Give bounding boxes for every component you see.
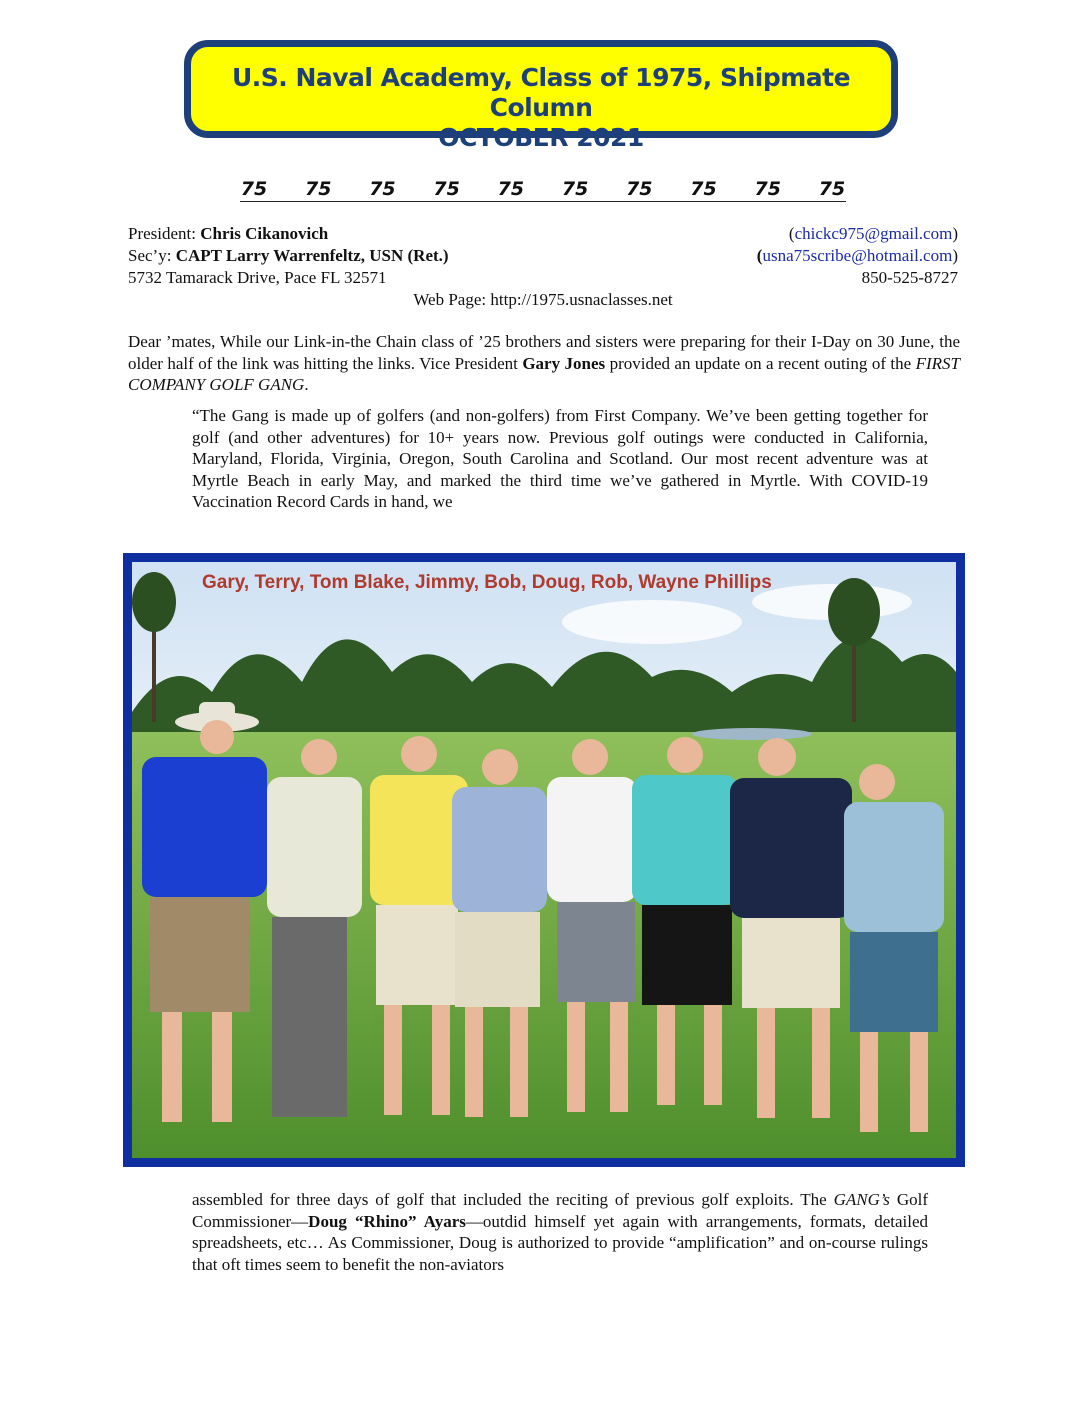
- secretary-email-link[interactable]: usna75scribe@hotmail.com: [762, 246, 953, 265]
- gang-name: FIRST COMPANY GOLF GANG: [128, 353, 960, 394]
- president-email-link[interactable]: chickc975@gmail.com: [794, 224, 953, 243]
- secretary-name: CAPT Larry Warrenfeltz, USN (Ret.): [175, 246, 449, 265]
- class-number: 75: [497, 178, 525, 200]
- class-number: 75: [818, 178, 846, 200]
- class-number: 75: [240, 178, 268, 200]
- class-number-row: [240, 178, 846, 202]
- mailing-address: 5732 Tamarack Drive, Pace FL 32571: [128, 268, 387, 287]
- class-number: 75: [304, 178, 332, 200]
- class-number: 75: [369, 178, 396, 200]
- column-date: OCTOBER 2021: [438, 123, 644, 152]
- golf-course-photo: [132, 562, 956, 1158]
- president-name: Chris Cikanovich: [200, 224, 329, 243]
- class-number: 75: [754, 178, 781, 200]
- intro-paragraph: Dear ’mates, While our Link-in-the Chain class of ’25 brothers and sisters were preparing for their I-Day on 30 June, the older half of the link was hitting the links. Vice President Gary Jones provided an update on a recent outing of the FIRST COMPANY GOLF GANG.: [128, 332, 960, 394]
- web-page-link[interactable]: Web Page: http://1975.usnaclasses.net: [413, 290, 673, 309]
- commissioner-name: Doug “Rhino” Ayars: [308, 1211, 466, 1231]
- group-photo: [123, 553, 965, 1167]
- title-banner: [184, 40, 898, 152]
- quote-paragraph-1: “The Gang is made up of golfers (and non-golfers) from First Company. We’ve been getting together for golf (and other adventures) for 10+ years now. Previous golf outings were conducted in California, Maryland, Florida, Virginia, Oregon, South Carolina and Scotland. Our most recent adventure was at Myrtle Beach in early May, and marked the third time we’ve gathered in Myrtle. With COVID-19 Vaccination Record Cards in hand, we: [192, 406, 928, 511]
- class-number: 75: [433, 178, 460, 200]
- quote-paragraph-2: assembled for three days of golf that included the reciting of previous golf exploits. The GANG’s Golf Commissioner—Doug “Rhino” Ayars—outdid himself yet again with arrangements, formats, detailed spreadsheets, etc… As Commissioner, Doug is authorized to provide “amplification” and on-course rulings that oft times seem to benefit the non-aviators: [192, 1190, 929, 1274]
- column-title: U.S. Naval Academy, Class of 1975, Shipmate Column: [231, 63, 851, 122]
- class-number: 75: [626, 178, 653, 200]
- class-number: 75: [561, 178, 589, 200]
- class-number: 75: [690, 178, 717, 200]
- photo-caption: Gary, Terry, Tom Blake, Jimmy, Bob, Doug, Rob, Wayne Phillips: [202, 572, 772, 593]
- gang-italic: GANG’s: [833, 1190, 890, 1209]
- phone-number: 850-525-8727: [861, 268, 958, 287]
- vp-name: Gary Jones: [522, 353, 606, 373]
